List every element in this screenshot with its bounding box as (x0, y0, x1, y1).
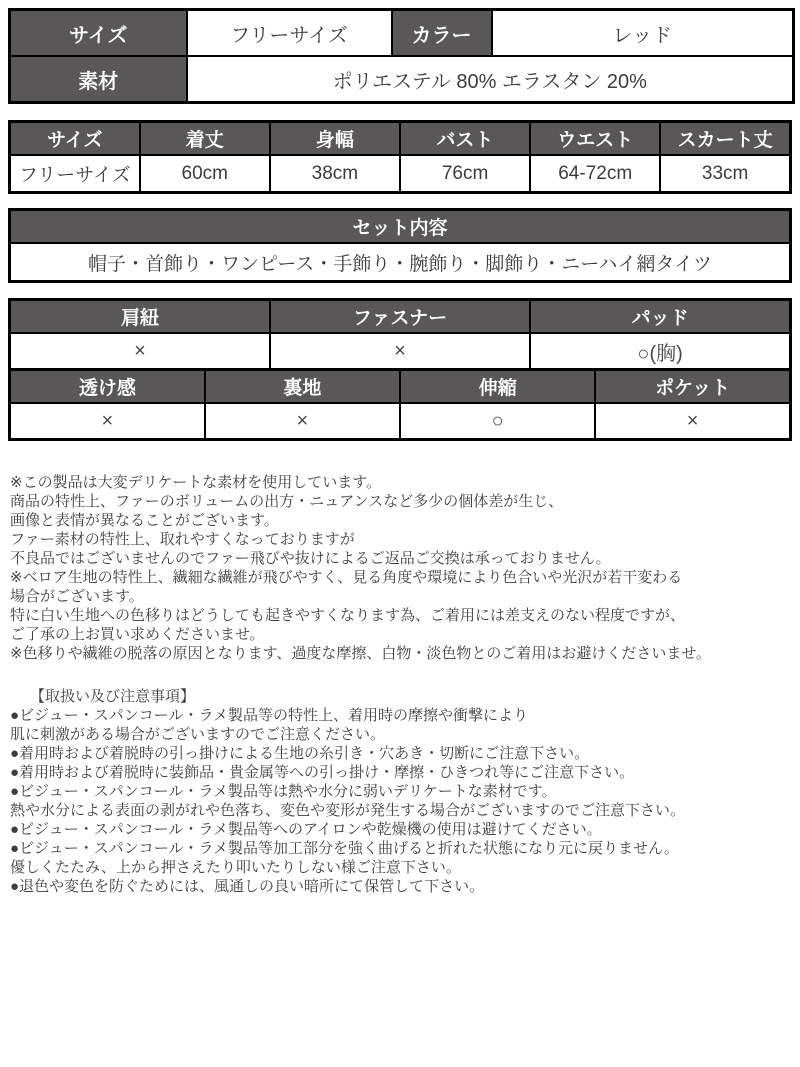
note-line: 商品の特性上、ファーのボリュームの出方・ニュアンスなど多少の個体差が生じ、 (10, 493, 564, 510)
note-line: 不良品ではございませんのでファー飛びや抜けによるご返品ご交換は承っておりません。 (10, 550, 611, 567)
handling-line: 熱や水分による表面の剥がれや色落ち、変色や変形が発生する場合がございますのでご注意下さい。 (10, 802, 686, 819)
size-label: サイズ (10, 10, 187, 57)
col-header-sheerness: 透け感 (10, 370, 205, 404)
col-header-bust: バスト (400, 122, 530, 156)
features-a-header-row (10, 300, 791, 334)
size-value: フリーサイズ (187, 10, 392, 57)
measurements-data-row (10, 155, 791, 193)
handling-line: 肌に刺激がある場合がございますのでご注意ください。 (10, 726, 386, 743)
cell-lining: × (205, 403, 400, 440)
set-contents-table (8, 208, 792, 283)
handling-line: ●退色や変色を防ぐためには、風通しの良い暗所にて保管して下さい。 (10, 878, 485, 895)
col-header-skirt-length: スカート丈 (660, 122, 790, 156)
note-line: ファー素材の特性上、取れやすくなっておりますが (10, 531, 355, 548)
note-line: 画像と表情が異なることがございます。 (10, 512, 279, 529)
handling-line: ●ビジュー・スパンコール・ラメ製品等加工部分を強く曲げると折れた状態になり元に戻りません。 (10, 840, 679, 857)
handling-precautions-title: 【取扱い及び注意事項】 (30, 688, 196, 705)
cell-pocket: × (595, 403, 790, 440)
col-header-pad: パッド (530, 300, 790, 334)
measurements-header-row (10, 122, 791, 156)
cell-waist: 64-72cm (530, 155, 660, 193)
cell-stretch: ○ (400, 403, 595, 440)
cell-sheerness: × (10, 403, 205, 440)
handling-line: ●着用時および着脱時の引っ掛けによる生地の糸引き・穴あき・切断にご注意下さい。 (10, 745, 590, 762)
col-header-zipper: ファスナー (270, 300, 530, 334)
col-header-size: サイズ (10, 122, 140, 156)
features-table-a (8, 298, 792, 371)
features-a-value-row (10, 333, 791, 370)
cell-pad: ○(胸) (530, 333, 790, 370)
material-label: 素材 (10, 56, 187, 103)
size-color-material-table (8, 8, 795, 104)
col-header-stretch: 伸縮 (400, 370, 595, 404)
cell-shoulder-strap: × (10, 333, 270, 370)
cell-zipper: × (270, 333, 530, 370)
col-header-width: 身幅 (270, 122, 400, 156)
col-header-pocket: ポケット (595, 370, 790, 404)
handling-line: ●ビジュー・スパンコール・ラメ製品等は熱や水分に弱いデリケートな素材です。 (10, 783, 557, 800)
handling-line: ●ビジュー・スパンコール・ラメ製品等の特性上、着用時の摩擦や衝撃により (10, 707, 529, 724)
note-line: ご了承の上お買い求めくださいませ。 (10, 626, 265, 643)
features-b-header-row (10, 370, 791, 404)
material-value: ポリエステル 80% エラスタン 20% (187, 56, 794, 103)
cell-skirt-length: 33cm (660, 155, 790, 193)
table-row (10, 10, 794, 57)
cell-width: 38cm (270, 155, 400, 193)
color-label: カラー (392, 10, 492, 57)
note-line: ※ベロア生地の特性上、繊細な繊維が飛びやすく、見る角度や環境により色合いや光沢が若干変わる (10, 569, 683, 586)
color-value: レッド (492, 10, 794, 57)
note-line: 場合がございます。 (10, 588, 144, 605)
features-b-value-row (10, 403, 791, 440)
col-header-shoulder-strap: 肩紐 (10, 300, 270, 334)
handling-line: ●ビジュー・スパンコール・ラメ製品等へのアイロンや乾燥機の使用は避けてください。 (10, 821, 602, 838)
note-line: 特に白い生地への色移りはどうしても起きやすくなります為、ご着用には差支えのない程度ですが、 (10, 607, 686, 624)
table-row (10, 56, 794, 103)
set-contents-header-row (10, 210, 791, 244)
cell-size: フリーサイズ (10, 155, 140, 193)
material-notes-block (10, 473, 800, 663)
cell-bust: 76cm (400, 155, 530, 193)
col-header-length: 着丈 (140, 122, 270, 156)
note-line: ※色移りや繊維の脱落の原因となります、過度な摩擦、白物・淡色物とのご着用はお避けくださいませ。 (10, 645, 711, 662)
handling-precautions-block (10, 687, 800, 896)
measurements-table (8, 120, 792, 194)
set-contents-value: 帽子・首飾り・ワンピース・手飾り・腕飾り・脚飾り・ニーハイ網タイツ (10, 243, 791, 282)
col-header-lining: 裏地 (205, 370, 400, 404)
set-contents-value-row (10, 243, 791, 282)
col-header-waist: ウエスト (530, 122, 660, 156)
note-line: ※この製品は大変デリケートな素材を使用しています。 (10, 474, 382, 491)
set-contents-header: セット内容 (10, 210, 791, 244)
handling-line: ●着用時および着脱時に装飾品・貴金属等への引っ掛け・摩擦・ひきつれ等にご注意下さい。 (10, 764, 635, 781)
cell-length: 60cm (140, 155, 270, 193)
features-table-b (8, 368, 792, 441)
handling-line: 優しくたたみ、上から押さえたり叩いたりしない様ご注意下さい。 (10, 859, 461, 876)
